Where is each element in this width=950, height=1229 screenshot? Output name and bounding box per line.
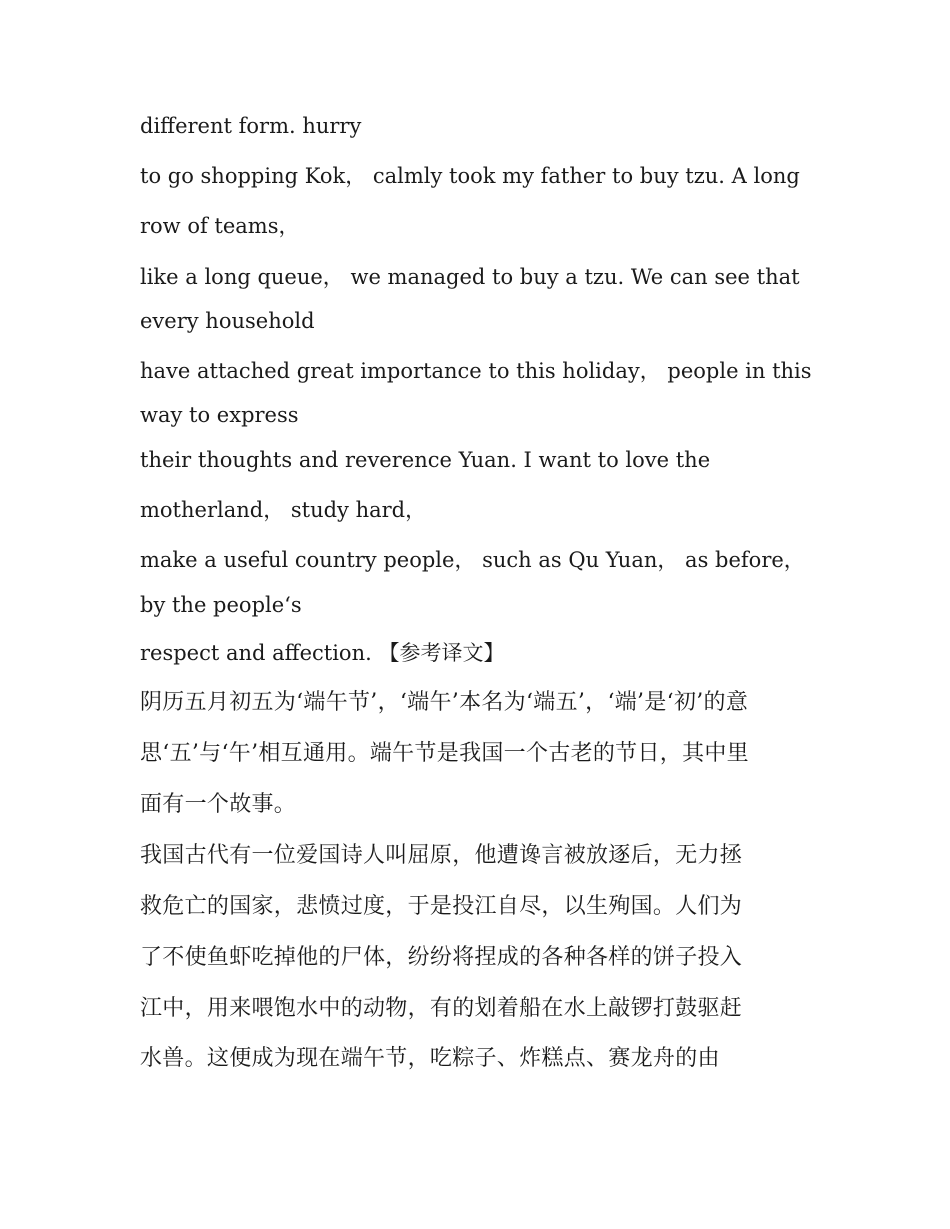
text-line: different form. hurry [140, 114, 362, 138]
text-line: 救危亡的国家，悲愤过度，于是投江自尽，以生殉国。人们为 [140, 894, 743, 919]
text-line: make a useful country people， such as Qu Yuan， as before， [140, 548, 805, 572]
text-line: their thoughts and reverence Yuan. I want to love the [140, 448, 711, 472]
text-line: to go shopping Kok， calmly took my father to buy tzu. A long [140, 164, 800, 188]
text-line: 水兽。这便成为现在端午节，吃粽子、炸糕点、赛龙舟的由 [140, 1046, 720, 1071]
text-line: every household [140, 309, 315, 333]
text-line: 阴历五月初五为‘端午节’，‘端午’本名为‘端五’，‘端’是‘初’的意 [140, 690, 749, 715]
text-line: 思‘五’与‘午’相互通用。端午节是我国一个古老的节日，其中里 [140, 741, 749, 766]
text-line: 面有一个故事。 [140, 792, 297, 817]
text-line: like a long queue， we managed to buy a tzu. We can see that [140, 265, 800, 289]
text-line: motherland， study hard， [140, 498, 427, 522]
text-line: have attached great importance to this holiday， people in this [140, 359, 812, 383]
text-line: 江中，用来喂饱水中的动物，有的划着船在水上敲锣打鼓驱赶 [140, 996, 743, 1021]
text-line: 了不使鱼虾吃掉他的尸体，纷纷将捏成的各种各样的饼子投入 [140, 945, 743, 970]
text-line: row of teams， [140, 214, 300, 238]
text-line: respect and affection. 【参考译文】 [140, 641, 505, 665]
text-line: way to express [140, 403, 299, 427]
text-line: by the people‘s [140, 593, 302, 617]
text-line: 我国古代有一位爱国诗人叫屈原，他遭谗言被放逐后，无力拯 [140, 843, 743, 868]
